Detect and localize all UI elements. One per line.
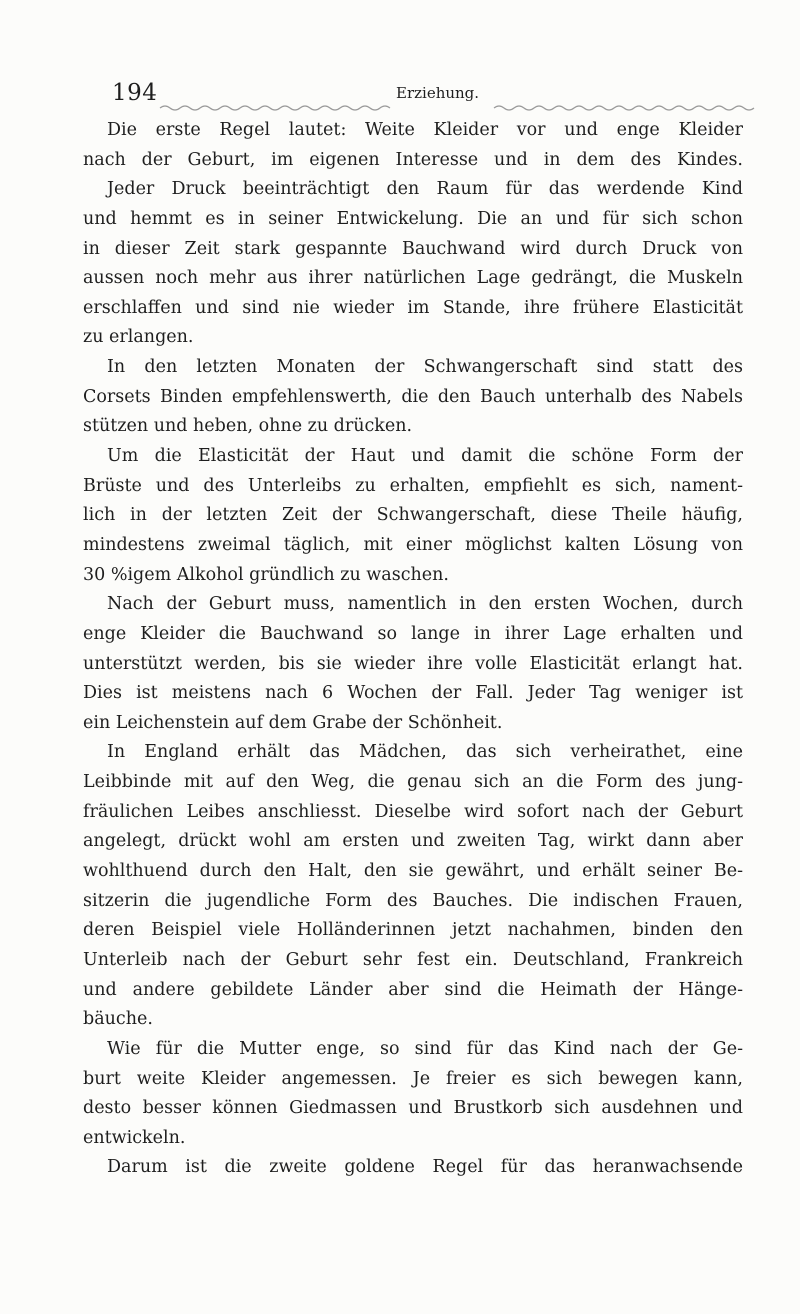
text-line: Dies ist meistens nach 6 Wochen der Fall. Jeder Tag weniger ist <box>83 683 743 704</box>
text-line: 30 %igem Alkohol gründlich zu waschen. <box>83 564 449 585</box>
text-line: Um die Elasticität der Haut und damit die schöne Form der <box>107 446 743 467</box>
text-line: unterstützt werden, bis sie wieder ihre volle Elasticität erlangt hat. <box>83 653 743 674</box>
text-line: sitzerin die jugendliche Form des Bauches. Die indischen Frauen, <box>83 890 743 911</box>
text-line: mindestens zweimal täglich, mit einer möglichst kalten Lösung von <box>83 534 743 555</box>
text-line: Leibbinde mit auf den Weg, die genau sich an die Form des jung- <box>83 772 743 793</box>
text-line: in dieser Zeit stark gespannte Bauchwand wird durch Druck von <box>83 238 743 259</box>
text-line: und andere gebildete Länder aber sind die Heimath der Hänge- <box>83 979 743 1000</box>
wavy-rule <box>112 103 762 113</box>
text-line: Wie für die Mutter enge, so sind für das Kind nach der Ge- <box>107 1038 743 1059</box>
text-line: entwickeln. <box>83 1127 186 1148</box>
text-line: In den letzten Monaten der Schwangerschaft sind statt des <box>107 357 743 378</box>
text-line: stützen und heben, ohne zu drücken. <box>83 416 413 437</box>
text-line: Brüste und des Unterleibs zu erhalten, empfiehlt es sich, nament- <box>83 475 743 496</box>
text-line: lich in der letzten Zeit der Schwangerschaft, diese Theile häufig, <box>83 505 743 526</box>
text-line: wohlthuend durch den Halt, den sie gewährt, und erhält seiner Be- <box>83 861 743 882</box>
text-line: zu erlangen. <box>83 327 194 348</box>
text-line: Corsets Binden empfehlenswerth, die den Bauch unterhalb des Nabels <box>83 386 743 407</box>
text-line: deren Beispiel viele Holländerinnen jetzt nachahmen, binden den <box>83 920 743 941</box>
text-line: ein Leichenstein auf dem Grabe der Schönheit. <box>83 712 503 733</box>
text-line: burt weite Kleider angemessen. Je freier es sich bewegen kann, <box>83 1068 743 1089</box>
text-line: fräulichen Leibes anschliesst. Dieselbe wird sofort nach der Geburt <box>83 801 743 822</box>
text-line: erschlaffen und sind nie wieder im Stande, ihre frühere Elasticität <box>83 297 743 318</box>
text-line: und hemmt es in seiner Entwickelung. Die an und für sich schon <box>83 208 743 229</box>
text-line: desto besser können Giedmassen und Brustkorb sich ausdehnen und <box>83 1098 743 1119</box>
text-line: Jeder Druck beeinträchtigt den Raum für das werdende Kind <box>107 179 743 200</box>
text-line: nach der Geburt, im eigenen Interesse und in dem des Kindes. <box>83 149 743 170</box>
text-line: angelegt, drückt wohl am ersten und zweiten Tag, wirkt dann aber <box>83 831 743 852</box>
running-head: Erziehung. <box>396 84 480 102</box>
text-line: bäuche. <box>83 1009 153 1030</box>
text-line: Darum ist die zweite goldene Regel für das heranwachsende <box>107 1157 743 1178</box>
text-line: enge Kleider die Bauchwand so lange in ihrer Lage erhalten und <box>83 623 743 644</box>
page-number: 194 <box>112 80 158 106</box>
text-line: Die erste Regel lautet: Weite Kleider vor und enge Kleider <box>107 120 743 140</box>
text-line: In England erhält das Mädchen, das sich verheirathet, eine <box>107 742 743 763</box>
text-line: aussen noch mehr aus ihrer natürlichen Lage gedrängt, die Muskeln <box>83 268 743 289</box>
text-line: Nach der Geburt muss, namentlich in den ersten Wochen, durch <box>107 594 743 615</box>
page-header <box>112 80 762 110</box>
text-line: Unterleib nach der Geburt sehr fest ein. Deutschland, Frankreich <box>83 949 743 970</box>
body-text <box>83 116 743 1183</box>
